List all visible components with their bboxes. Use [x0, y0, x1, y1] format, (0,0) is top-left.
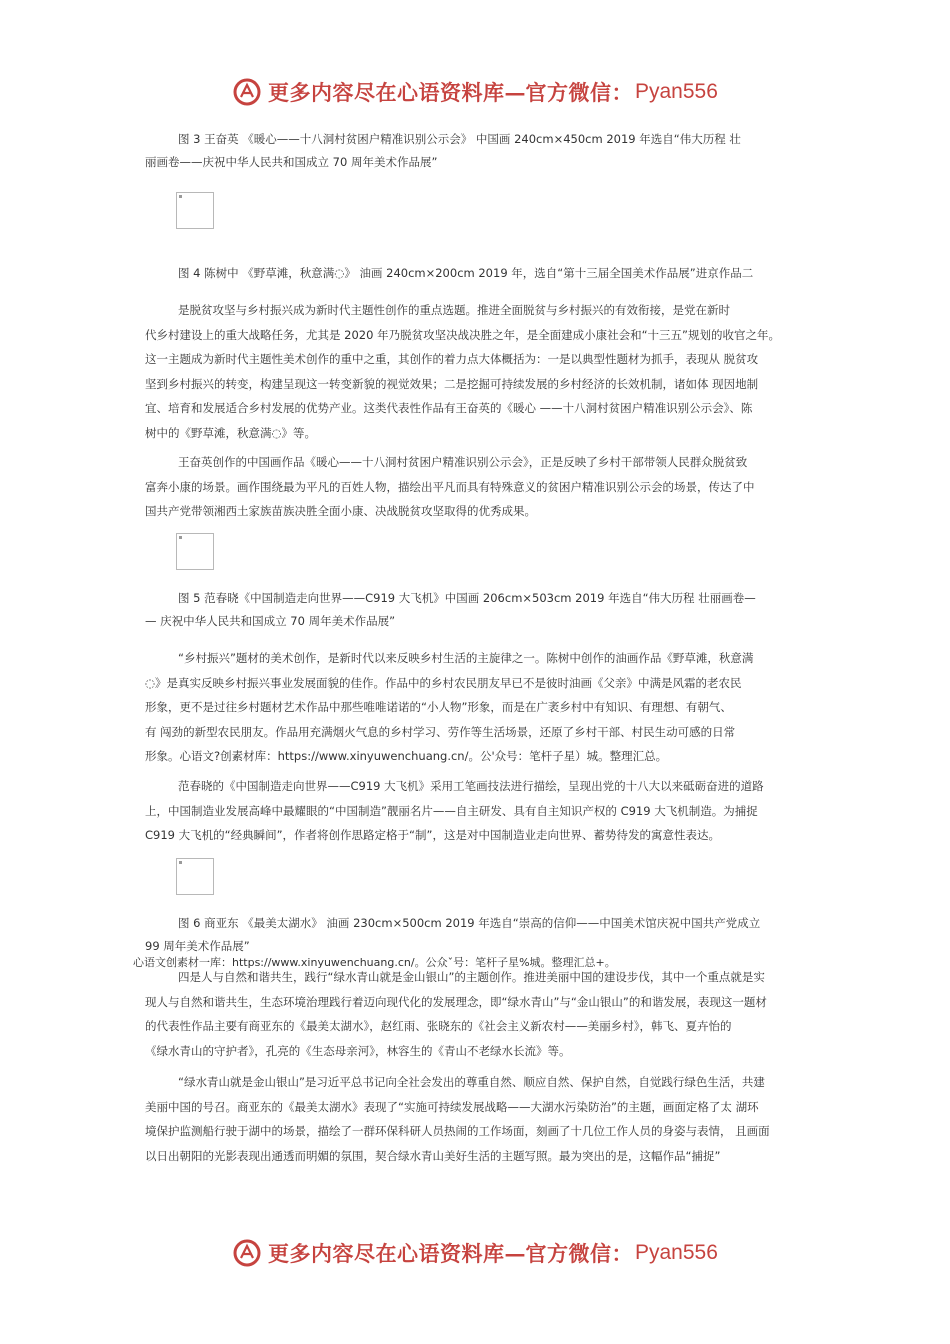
caption-line: 图 6 商亚东 《最美太湖水》 油画 230cm×500cm 2019 年选自“崇高的信仰——中国美术馆庆祝中国共产党成立: [178, 916, 761, 930]
brand-logo-icon: [232, 1238, 262, 1268]
figure-6-image-placeholder: [176, 858, 214, 895]
paragraph-poverty-alleviation: [145, 298, 810, 445]
figure-5-caption: [145, 587, 818, 633]
text-line: 宜、培育和发展适合乡村发展的优势产业。这类代表性作品有王奋英的《暖心 ——十八洞村贫困户精准识别公示会》、陈: [145, 401, 753, 415]
banner-wechat-label: 官方微信：: [525, 1241, 633, 1266]
text-line: 这一主题成为新时代主题性美术创作的重中之重，其创作的着力点大体概括为：一是以典型性题材为抓手，表现从 脱贫攻: [145, 352, 759, 366]
text-line: C919 大飞机的“经典瞬间”，作者将创作思路定格于“制”，这是对中国制造业走向世界、蓄势待发的寓意性表达。: [145, 828, 720, 842]
header-banner: [232, 74, 732, 110]
text-line: 范春晓的《中国制造走向世界——C919 大飞机》采用工笔画技法进行描绘，呈现出党的十八大以来砥砺奋进的道路: [178, 779, 764, 793]
paragraph-green-mountains: [145, 1070, 810, 1168]
caption-line: 图 3 王奋英 《暖心——十八洞村贫困户精准识别公示会》 中国画 240cm×450cm 2019 年选自“伟大历程 壮: [178, 132, 741, 146]
banner-wechat-label: 官方微信：: [525, 80, 633, 105]
text-line: 境保护监测船行驶于湖中的场景，描绘了一群环保科研人员热闹的工作场面，刻画了十几位工作人员的身姿与表情， 且画面: [145, 1124, 770, 1138]
paragraph-wang-fenying: [145, 450, 810, 524]
footer-banner: [232, 1235, 732, 1271]
text-line: 是脱贫攻坚与乡村振兴成为新时代主题性创作的重点选题。推进全面脱贫与乡村振兴的有效衔接，是党在新时: [178, 303, 730, 317]
text-line: 坚到乡村振兴的转变，构建呈现这一转变新貌的视觉效果；二是挖掘可持续发展的乡村经济的长效机制，诸如体 现因地制: [145, 376, 759, 391]
figure-5-image-placeholder: [176, 533, 214, 570]
text-line: 代乡村建设上的重大战略任务，尤其是 2020 年乃脱贫攻坚决战决胜之年，是全面建成小康社会和“十三五”规划的收官之年。: [145, 327, 780, 342]
text-line: 四是人与自然和谐共生，践行“绿水青山就是金山银山”的主题创作。推进美丽中国的建设步伐，其中一个重点就是实: [178, 970, 765, 984]
banner-wechat-id: Pyan556: [635, 1241, 718, 1264]
caption-line: 丽画卷——庆祝中华人民共和国成立 70 周年美术作品展”: [145, 155, 438, 169]
text-line: 国共产党带领湘西土家族苗族决胜全面小康、决战脱贫攻坚取得的优秀成果。: [145, 504, 536, 518]
text-line: 富奔小康的场景。画作围绕最为平凡的百姓人物，描绘出平凡而具有特殊意义的贫困户精准识别公示会的场景，传达了中: [145, 479, 755, 494]
banner-separator: —: [504, 1240, 526, 1266]
paragraph-rural-revitalization: [145, 646, 810, 769]
figure-3-caption: [145, 128, 818, 174]
figure-6-caption: [145, 912, 818, 958]
figure-4-caption: [178, 262, 818, 285]
text-line: 形象，更不是过往乡村题材艺术作品中那些唯唯诺诺的“小人物”形象，而是在广袤乡村中有知识、有理想、有朝气、: [145, 700, 732, 714]
caption-line: 99 周年美术作品展”: [145, 939, 250, 953]
text-line: 有 闯劲的新型农民朋友。作品用充满烟火气息的乡村学习、劳作等生活场景，还原了乡村干部、村民生动可感的日常: [145, 724, 736, 739]
text-line: 上，中国制造业发展高峰中最耀眼的“中国制造”靓丽名片——自主研发、具有自主知识产权的 C919 大飞机制造。为捕捉: [145, 803, 758, 818]
banner-text: 更多内容尽在心语资料库: [268, 1241, 505, 1266]
banner-separator: —: [504, 79, 526, 105]
caption-line: — 庆祝中华人民共和国成立 70 周年美术作品展”: [145, 614, 396, 628]
caption-line: 图 5 范春晓《中国制造走向世界——C919 大飞机》中国画 206cm×503cm 2019 年选自“伟大历程 壮丽画卷—: [178, 591, 756, 605]
caption-line: 图 4 陈树中 《野草滩，秋意满◌》 油画 240cm×200cm 2019 年，选自“第十三届全国美术作品展”进京作品二: [178, 266, 754, 280]
paragraph-c919: [145, 774, 810, 848]
text-line: 美丽中国的号召。商亚东的《最美太湖水》表现了“实施可持续发展战略——大湖水污染防治”的主题，画面定格了太 湖环: [145, 1099, 759, 1114]
text-line: 现人与自然和谐共生，生态环境治理践行着迈向现代化的发展理念，即“绿水青山”与“金山银山”的和谐发展，表现这一题材: [145, 994, 767, 1009]
brand-logo-icon: [232, 77, 262, 107]
watermark-line: 心语文创素材一库：https://www.xinyuwenchuang.cn/。公众ˇ号：笔杆子星%城。整理汇总+。: [133, 956, 616, 969]
text-line: 以日出朝阳的光影表现出通透而明媚的氛围，契合绿水青山美好生活的主题写照。最为突出的是，这幅作品“捕捉”: [145, 1148, 721, 1163]
banner-text: 更多内容尽在心语资料库: [268, 80, 505, 105]
text-line: “乡村振兴”题材的美术创作，是新时代以来反映乡村生活的主旋律之一。陈树中创作的油画作品《野草滩，秋意满: [178, 651, 754, 665]
paragraph-harmony-nature: [145, 965, 810, 1063]
text-line: 《绿水青山的守护者》，孔亮的《生态母亲河》，林容生的《青山不老绿水长流》等。: [145, 1043, 571, 1058]
banner-wechat-id: Pyan556: [635, 80, 718, 103]
text-line: “绿水青山就是金山银山”是习近平总书记向全社会发出的尊重自然、顺应自然、保护自然，自觉践行绿色生活，共建: [178, 1075, 765, 1089]
text-line: 树中的《野草滩，秋意满◌》等。: [145, 425, 317, 440]
text-line: 的代表性作品主要有商亚东的《最美太湖水》，赵红雨、张晓东的《社会主义新农村——美丽乡村》，韩飞、夏卉怡的: [145, 1019, 732, 1033]
text-line: 王奋英创作的中国画作品《暖心——十八洞村贫困户精准识别公示会》，正是反映了乡村干部带领人民群众脱贫致: [178, 455, 748, 469]
text-line: ◌》是真实反映乡村振兴事业发展面貌的佳作。作品中的乡村农民朋友早已不是彼时油画《父亲》中满是风霜的老农民: [145, 675, 742, 690]
text-line: 形象。心语文?创素材库：https://www.xinyuwenchuang.cn/。公'众号：笔杆子星）城。整理汇总。: [145, 749, 668, 763]
figure-3-image-placeholder: [176, 192, 214, 229]
